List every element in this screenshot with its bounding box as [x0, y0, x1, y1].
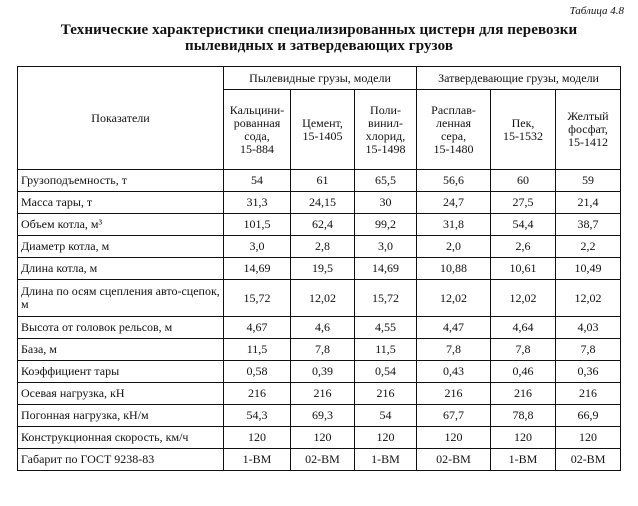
table-row — [18, 258, 621, 280]
title-line-2: пылевидных и затвердевающих грузов — [184, 38, 454, 54]
row-value: 14,69 — [224, 258, 291, 280]
row-value: 14,69 — [355, 258, 417, 280]
row-label: Высота от головок рельсов, м — [18, 317, 224, 339]
table-title — [0, 22, 638, 54]
row-value: 12,02 — [417, 280, 491, 317]
table-number: Таблица 4.8 — [569, 5, 624, 17]
row-value: 2,0 — [417, 236, 491, 258]
row-value: 216 — [556, 383, 621, 405]
header-model-line: винил- — [368, 115, 403, 130]
row-value: 10,61 — [491, 258, 556, 280]
row-value: 54 — [224, 170, 291, 192]
table-row — [18, 236, 621, 258]
table-row — [18, 280, 621, 317]
header-model-line: 15-884 — [240, 141, 274, 156]
header-model-1 — [224, 90, 291, 170]
row-value: 61 — [291, 170, 355, 192]
row-value: 27,5 — [491, 192, 556, 214]
row-value: 120 — [355, 427, 417, 449]
row-value: 120 — [556, 427, 621, 449]
row-value: 4,55 — [355, 317, 417, 339]
row-value: 2,8 — [291, 236, 355, 258]
row-value: 4,03 — [556, 317, 621, 339]
row-value: 65,5 — [355, 170, 417, 192]
row-label: Погонная нагрузка, кН/м — [18, 405, 224, 427]
row-value: 120 — [491, 427, 556, 449]
row-value: 02-ВМ — [417, 449, 491, 471]
row-value: 12,02 — [491, 280, 556, 317]
header-model-2 — [291, 90, 355, 170]
row-value: 10,88 — [417, 258, 491, 280]
row-value: 69,3 — [291, 405, 355, 427]
row-value: 4,67 — [224, 317, 291, 339]
header-model-line: 15-1405 — [302, 128, 343, 143]
row-label: Диаметр котла, м — [18, 236, 224, 258]
row-value: 4,64 — [491, 317, 556, 339]
row-value: 101,5 — [224, 214, 291, 236]
row-value: 7,8 — [291, 339, 355, 361]
row-label: Габарит по ГОСТ 9238-83 — [18, 449, 224, 471]
row-value: 216 — [491, 383, 556, 405]
header-model-line: 15-1412 — [568, 135, 609, 149]
row-value: 54,3 — [224, 405, 291, 427]
row-value: 15,72 — [355, 280, 417, 317]
header-model-line: Расплав- — [431, 102, 476, 117]
row-value: 216 — [291, 383, 355, 405]
row-value: 2,2 — [556, 236, 621, 258]
row-value: 67,7 — [417, 405, 491, 427]
header-model-line: 15-1532 — [503, 128, 544, 143]
row-value: 0,46 — [491, 361, 556, 383]
row-value: 11,5 — [355, 339, 417, 361]
row-value: 216 — [417, 383, 491, 405]
title-line-1: Технические характеристики специализированных цистерн для перевозки — [60, 22, 578, 38]
table-row — [18, 383, 621, 405]
header-model-line: 15-1498 — [365, 141, 406, 156]
row-label: Грузоподъемность, т — [18, 170, 224, 192]
header-model-line: 15-1480 — [433, 141, 474, 156]
row-value: 1-ВМ — [491, 449, 556, 471]
header-indicators: Показатели — [18, 67, 224, 170]
row-label: Длина котла, м — [18, 258, 224, 280]
header-model-line: сера, — [440, 128, 467, 143]
row-label: Коэффициент тары — [18, 361, 224, 383]
row-value: 54,4 — [491, 214, 556, 236]
row-value: 1-ВМ — [355, 449, 417, 471]
row-value: 0,39 — [291, 361, 355, 383]
row-value: 1-ВМ — [224, 449, 291, 471]
row-value: 31,3 — [224, 192, 291, 214]
row-value: 38,7 — [556, 214, 621, 236]
row-value: 0,54 — [355, 361, 417, 383]
row-value: 4,6 — [291, 317, 355, 339]
table-row — [18, 405, 621, 427]
header-model-line: Цемент, — [302, 115, 343, 130]
row-value: 24,15 — [291, 192, 355, 214]
row-value: 216 — [224, 383, 291, 405]
table-row — [18, 361, 621, 383]
row-label: Осевая нагрузка, кН — [18, 383, 224, 405]
row-value: 3,0 — [355, 236, 417, 258]
row-label: Масса тары, т — [18, 192, 224, 214]
row-value: 59 — [556, 170, 621, 192]
row-value: 7,8 — [556, 339, 621, 361]
table-row — [18, 170, 621, 192]
row-label: База, м — [18, 339, 224, 361]
row-value: 15,72 — [224, 280, 291, 317]
row-label: Длина по осям сцепления авто-сцепок, м — [18, 280, 224, 317]
row-value: 3,0 — [224, 236, 291, 258]
row-value: 120 — [224, 427, 291, 449]
row-value: 7,8 — [417, 339, 491, 361]
row-value: 10,49 — [556, 258, 621, 280]
row-value: 0,36 — [556, 361, 621, 383]
header-model-line: Желтый — [567, 109, 609, 123]
header-model-line: рованная — [233, 115, 281, 130]
row-value: 0,43 — [417, 361, 491, 383]
row-value: 02-ВМ — [556, 449, 621, 471]
header-model-6 — [556, 90, 621, 170]
row-value: 02-ВМ — [291, 449, 355, 471]
row-label: Конструкционная скорость, км/ч — [18, 427, 224, 449]
header-model-line: ленная — [436, 115, 472, 130]
row-value: 4,47 — [417, 317, 491, 339]
row-value: 12,02 — [291, 280, 355, 317]
table-row — [18, 192, 621, 214]
row-value: 120 — [417, 427, 491, 449]
header-model-line: Пек, — [511, 115, 535, 130]
header-model-line: фосфат, — [568, 122, 608, 136]
header-model-3 — [355, 90, 417, 170]
header-group-dusty: Пылевидные грузы, модели — [224, 67, 417, 90]
row-value: 2,6 — [491, 236, 556, 258]
row-value: 11,5 — [224, 339, 291, 361]
table-row — [18, 427, 621, 449]
row-value: 99,2 — [355, 214, 417, 236]
header-model-line: Поли- — [370, 102, 401, 117]
header-model-line: хлорид, — [365, 128, 406, 143]
row-value: 12,02 — [556, 280, 621, 317]
row-label: Объем котла, м³ — [18, 214, 224, 236]
row-value: 216 — [355, 383, 417, 405]
characteristics-table — [17, 66, 621, 471]
table-row — [18, 449, 621, 471]
row-value: 78,8 — [491, 405, 556, 427]
table-row — [18, 317, 621, 339]
row-value: 30 — [355, 192, 417, 214]
header-group-hardening: Затвердевающие грузы, модели — [417, 67, 621, 90]
header-model-line: Кальцини- — [229, 102, 285, 117]
row-value: 31,8 — [417, 214, 491, 236]
row-value: 7,8 — [491, 339, 556, 361]
row-value: 0,58 — [224, 361, 291, 383]
row-value: 21,4 — [556, 192, 621, 214]
row-value: 62,4 — [291, 214, 355, 236]
row-value: 56,6 — [417, 170, 491, 192]
row-value: 19,5 — [291, 258, 355, 280]
row-value: 60 — [491, 170, 556, 192]
row-value: 66,9 — [556, 405, 621, 427]
header-model-5 — [491, 90, 556, 170]
table-row — [18, 339, 621, 361]
header-group-row — [18, 67, 621, 90]
row-value: 54 — [355, 405, 417, 427]
row-value: 24,7 — [417, 192, 491, 214]
header-model-4 — [417, 90, 491, 170]
table-row — [18, 214, 621, 236]
row-value: 120 — [291, 427, 355, 449]
header-model-line: сода, — [244, 128, 270, 143]
